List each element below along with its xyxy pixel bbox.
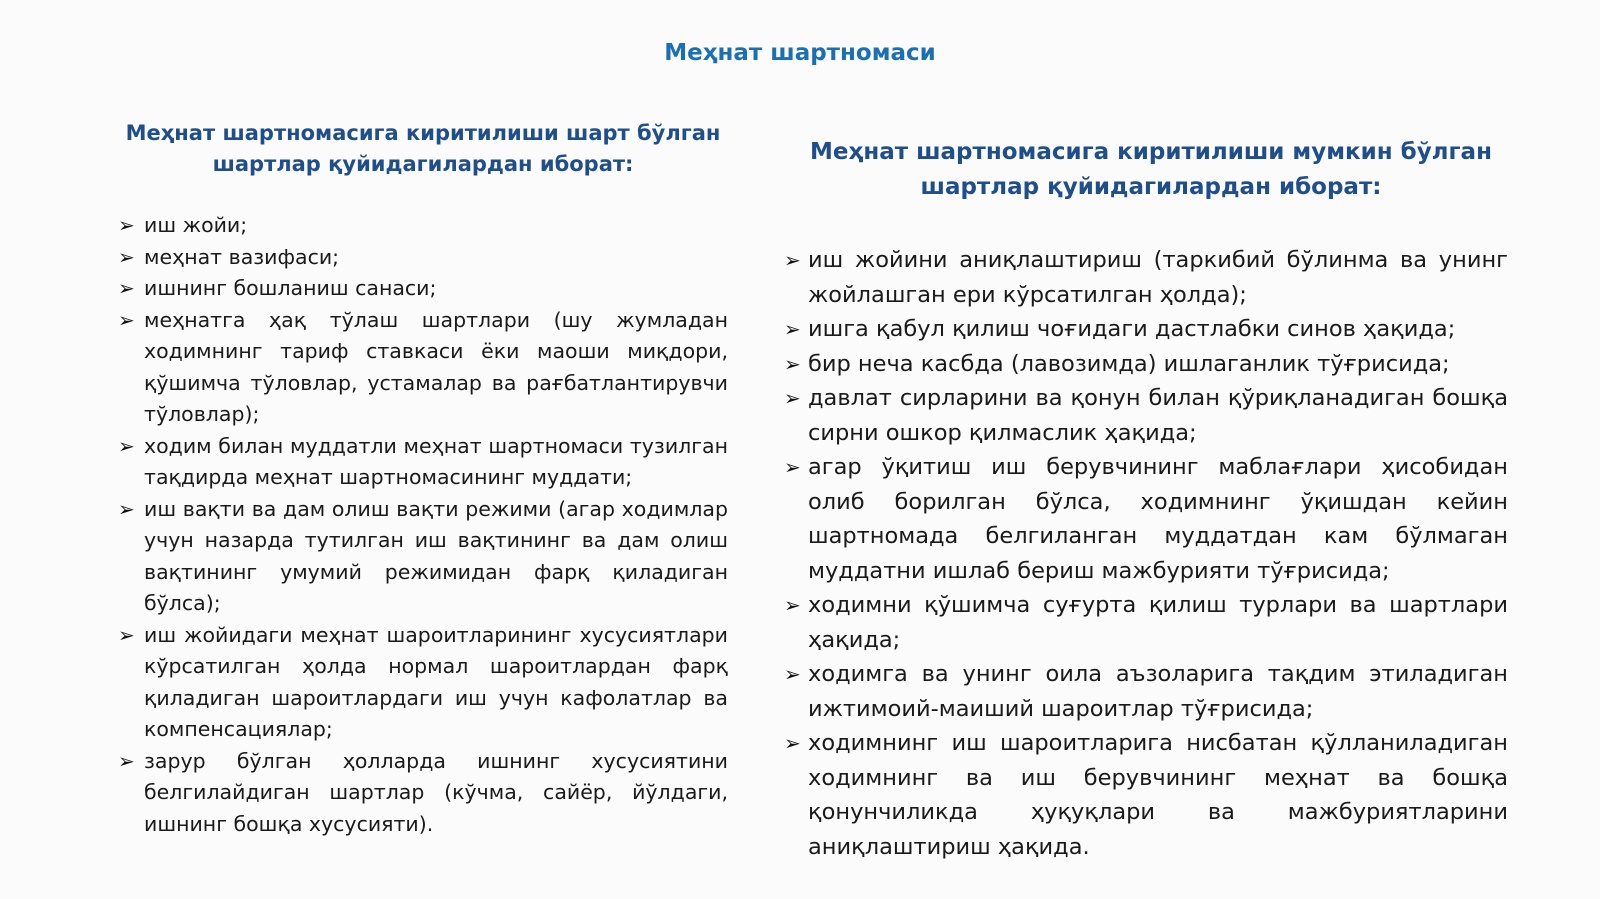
arrow-bullet-icon: ➢ (118, 496, 135, 521)
list-item: ➢ агар ўқитиш иш берувчининг маблағлари ҳисобидан олиб борилган бўлса, ходимнинг ўқишдан кейин шартномада белгиланган муддатдан кам бўлмаган муддатни ишлаб бериш мажбурияти тўғрисида; (784, 450, 1508, 588)
list-item: ➢ иш жойи; (118, 210, 728, 242)
list-item: ➢ бир неча касбда (лавозимда) ишлаганлик тўғрисида; (784, 347, 1508, 382)
arrow-bullet-icon: ➢ (784, 317, 801, 341)
arrow-bullet-icon: ➢ (784, 593, 801, 617)
optional-conditions-column (784, 135, 1508, 864)
list-item: ➢ иш жойини аниқлаштириш (таркибий бўлинма ва унинг жойлашган ери кўрсатилган ҳолда); (784, 243, 1508, 312)
arrow-bullet-icon: ➢ (118, 433, 135, 458)
arrow-bullet-icon: ➢ (118, 748, 135, 773)
arrow-bullet-icon: ➢ (118, 244, 135, 269)
list-item: ➢ зарур бўлган ҳолларда ишнинг хусусиятини белгилайдиган шартлар (кўчма, сайёр, йўлдаги, ишнинг бошқа хусусияти). (118, 746, 728, 841)
arrow-bullet-icon: ➢ (784, 248, 801, 272)
list-item: ➢ ходим билан муддатли меҳнат шартномаси тузилган тақдирда меҳнат шартномасининг муддати; (118, 431, 728, 494)
optional-conditions-list (784, 243, 1508, 864)
arrow-bullet-icon: ➢ (118, 622, 135, 647)
arrow-bullet-icon: ➢ (118, 276, 135, 300)
list-item: ➢ давлат сирларини ва қонун билан қўриқланадиган бошқа сирни ошкор қилмаслик ҳақида; (784, 381, 1508, 450)
list-item: ➢ меҳнатга ҳақ тўлаш шартлари (шу жумладан ходимнинг тариф ставкаси ёки маоши миқдори, қўшимча тўловлар, устамалар ва рағбатлантирувчи тўловлар); (118, 305, 728, 431)
list-item: ➢ ходимга ва унинг оила аъзоларига тақдим этиладиган ижтимоий-маиший шароитлар тўғрисида; (784, 657, 1508, 726)
arrow-bullet-icon: ➢ (784, 455, 801, 479)
list-item: ➢ иш вақти ва дам олиш вақти режими (агар ходимлар учун назарда тутилган иш вақтининг ва дам олиш вақтининг умумий режимидан фарқ қиладиган бўлса); (118, 494, 728, 620)
arrow-bullet-icon: ➢ (784, 386, 801, 410)
arrow-bullet-icon: ➢ (784, 662, 801, 686)
list-item: ➢ иш жойидаги меҳнат шароитларининг хусусиятлари кўрсатилган ҳолда нормал шароитлардан фарқ қиладиган шароитлардаги иш учун кафолатлар ва компенсациялар; (118, 620, 728, 746)
arrow-bullet-icon: ➢ (784, 731, 801, 755)
page-title: Меҳнат шартномаси (664, 40, 936, 66)
mandatory-conditions-list (118, 210, 728, 840)
optional-conditions-heading: Меҳнат шартномасига киритилиши мумкин бўлган шартлар қуйидагилардан иборат: (810, 139, 1492, 200)
arrow-bullet-icon: ➢ (784, 351, 801, 376)
mandatory-conditions-column (118, 118, 728, 840)
list-item: ➢ ишга қабул қилиш чоғидаги дастлабки синов ҳақида; (784, 312, 1508, 347)
arrow-bullet-icon: ➢ (118, 307, 135, 332)
arrow-bullet-icon: ➢ (118, 213, 135, 237)
list-item: ➢ ходимни қўшимча суғурта қилиш турлари ва шартлари ҳақида; (784, 588, 1508, 657)
mandatory-conditions-heading: Меҳнат шартномасига киритилиши шарт бўлган шартлар қуйидагилардан иборат: (125, 121, 721, 176)
list-item: ➢ ходимнинг иш шароитларига нисбатан қўлланиладиган ходимнинг ва иш берувчининг меҳнат ва бошқа қонунчиликда ҳуқуқлари ва мажбуриятларини аниқлаштириш ҳақида. (784, 726, 1508, 864)
list-item: ➢ меҳнат вазифаси; (118, 242, 728, 274)
list-item: ➢ ишнинг бошланиш санаси; (118, 273, 728, 305)
